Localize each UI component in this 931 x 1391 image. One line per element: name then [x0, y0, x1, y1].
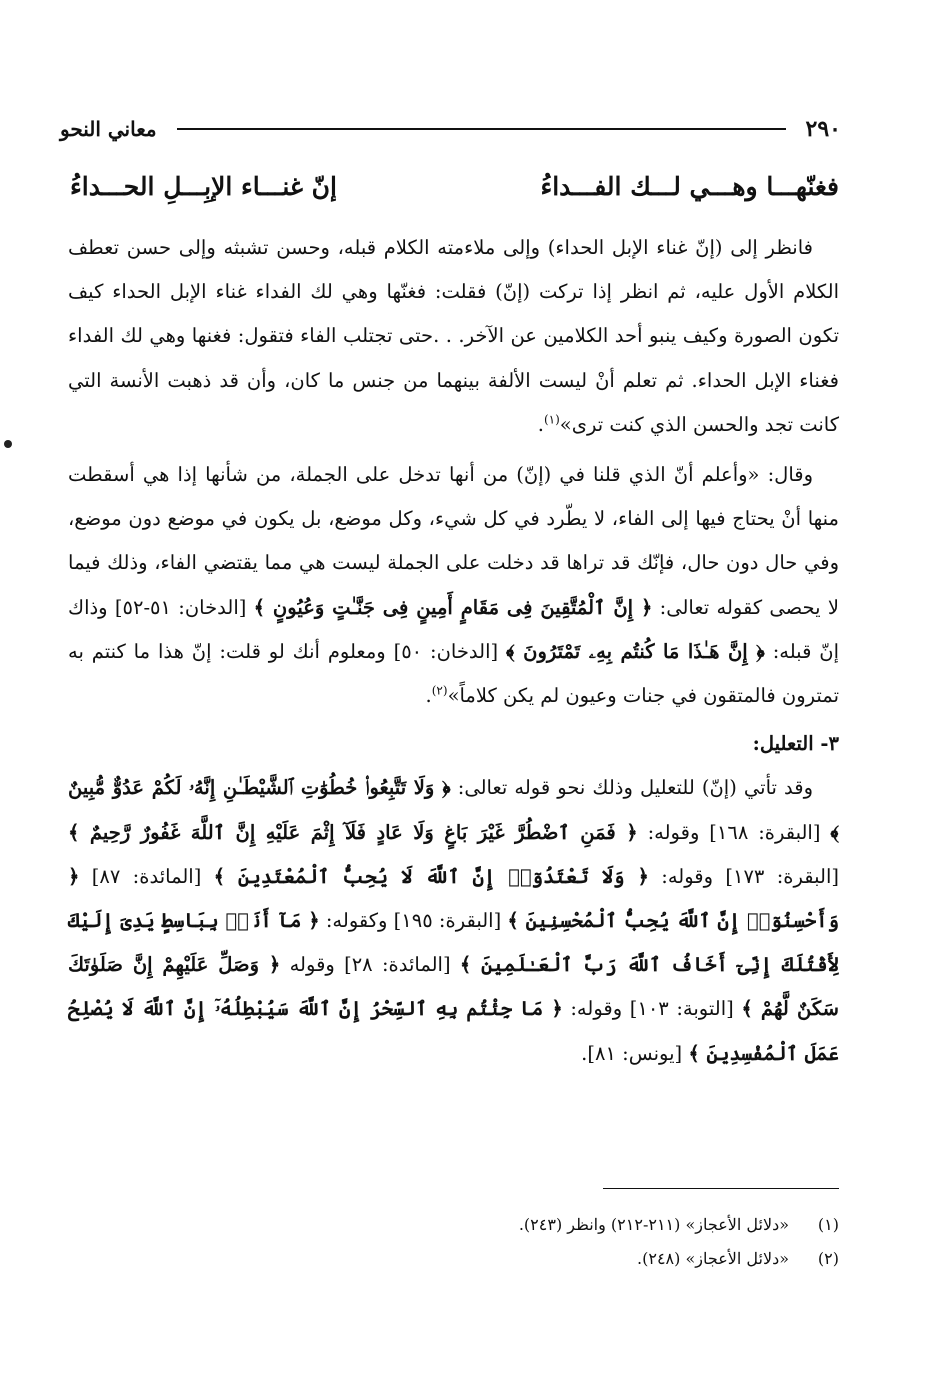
- footnote-mark: (١): [543, 412, 560, 427]
- quran-verse: ﴿ مَآ أَنَا۠ بِبَاسِطٍ يَدِىَ إِلَيْكَ لِأَقْتُلَكَ إِنِّىٓ أَخَافُ ٱللَّهَ رَبَّ ٱلْعَـٰلَمِينَ ﴾: [68, 909, 840, 977]
- paragraph: فانظر إلى (إنّ غناء الإبل الحداء) وإلى ملاءمته الكلام قبله، وحسن تشبثه وإلى حسن تعطف الكلام الأول عليه، ثم انظر إذا تركت (إنّ) فقلت: فغنّها وهي لك الفداء غناء الإبل الحداء كيف تكون الصورة وكيف ينبو أحد الكلامين عن الآخر. . .حتى تجتلب الفاء فتقول: فغنها وهي لك الفداء فغناء الإبل الحداء. ثم تعلم أنْ ليست الألفة بينهما من جنس ما كان، وأن قد ذهبت الأنسة التي كانت تجد والحسن الذي كنت ترى»$^{(١)}$.: [68, 236, 839, 436]
- quran-verse: ﴿ إِنَّ ٱلْمُتَّقِينَ فِى مَقَامٍ أَمِينٍ فِى جَنَّـٰتٍ وَعُيُونٍ ﴾: [253, 595, 653, 619]
- book-title: معاني النحو: [60, 117, 157, 141]
- quran-verse: ﴿ وَصَلِّ عَلَيْهِمْ إِنَّ صَلَوٰتَكَ سَكَنٌ لَّهُمْ ﴾: [68, 953, 839, 1021]
- footnote-number: (١): [817, 1215, 839, 1234]
- footnote-rule: [603, 1188, 839, 1189]
- poetry-verse: [70, 166, 839, 206]
- scan-dot: [4, 440, 12, 448]
- footnotes: [300, 1208, 839, 1276]
- quran-verse: ﴿ إِنَّ هَـٰذَا مَا كُنتُم بِهِۦ تَمْتَرُونَ ﴾: [506, 639, 765, 663]
- footnote-number: (٢): [817, 1249, 839, 1268]
- quran-verse: ﴿ وَلَا تَتَّبِعُوا۟ خُطُوَٰتِ ٱلشَّيْطَـٰنِ إِنَّهُۥ لَكُمْ عَدُوٌّ مُّبِينٌ ﴾: [68, 776, 840, 844]
- header-rule: [177, 128, 786, 130]
- verse-first-hemistich: فغنّهـــا وهـــي لـــك الفـــداءُ: [540, 171, 839, 201]
- paragraph: وقال: «وأعلم أنّ الذي قلنا في (إنّ) من أنها تدخل على الجملة، من شأنها إذا هي أسقطت منها أنْ يحتاج فيها إلى الفاء، لا يطّرد في كل شيء، وكل موضع، بل يكون في موضع دون موضع، وفي حال دون حال، فإنّك قد تراها قد دخلت على الجملة ليست هي مما يقتضي الفاء، وذلك فيما لا يحصى كقوله تعالى: ﴿ إِنَّ ٱلْمُتَّقِينَ فِى مَقَامٍ أَمِينٍ فِى جَنَّـٰتٍ وَعُيُونٍ ﴾ [الدخان: ٥١-٥٢] وذاك إنّ قبله: ﴿ إِنَّ هَـٰذَا مَا كُنتُم بِهِۦ تَمْتَرُونَ ﴾ [الدخان: ٥٠] ومعلوم أنك لو قلت: إنّ هذا ما كنتم به تمترون فالمتقون في جنات وعيون لم يكن كلاماً»$^{(٢)}$.: [68, 463, 840, 708]
- footnote-text: «دلائل الأعجاز» (٢٤٨).: [637, 1249, 789, 1268]
- quran-verse: ﴿ فَمَنِ ٱضْطُرَّ غَيْرَ بَاغٍ وَلَا عَادٍ فَلَآ إِثْمَ عَلَيْهِ إِنَّ ٱللَّهَ غَفُورٌ رَّحِيمٌ ﴾: [68, 820, 638, 844]
- footnote-text: «دلائل الأعجاز» (٢١١-٢١٢) وانظر (٢٤٣).: [518, 1215, 789, 1234]
- page-number: ٢٩٠: [805, 116, 841, 142]
- page-header: [60, 112, 841, 146]
- verse-second-hemistich: إنّ غنـــاء الإبِـــلِ الحـــداءُ: [70, 171, 337, 201]
- footnote: [300, 1208, 839, 1242]
- quran-verse: ﴿ وَلَا تَعْتَدُوٓا۟ إِنَّ ٱللَّهَ لَا يُحِبُّ ٱلْمُعْتَدِينَ ﴾: [213, 864, 649, 888]
- quran-verse: ﴿ مَا جِئْتُم بِهِ ٱلسِّحْرُ إِنَّ ٱللَّهَ سَيُبْطِلُهُۥٓ إِنَّ ٱللَّهَ لَا يُصْلِحُ عَمَلَ ٱلْمُفْسِدِينَ ﴾: [68, 997, 839, 1065]
- quran-verse: ﴿ وَأَحْسِنُوٓا۟ إِنَّ ٱللَّهَ يُحِبُّ ٱلْمُحْسِنِينَ ﴾: [68, 864, 839, 933]
- section-heading: ٣- التعليل:: [752, 732, 839, 756]
- footnote-mark: (٢): [431, 683, 448, 698]
- footnote: [300, 1242, 839, 1276]
- paragraph: وقد تأتي (إنّ) للتعليل وذلك نحو قوله تعالى: ﴿ وَلَا تَتَّبِعُوا۟ خُطُوَٰتِ ٱلشَّيْطَـٰنِ إِنَّهُۥ لَكُمْ عَدُوٌّ مُّبِينٌ ﴾ [البقرة: ١٦٨] وقوله: ﴿ فَمَنِ ٱضْطُرَّ غَيْرَ بَاغٍ وَلَا عَادٍ فَلَآ إِثْمَ عَلَيْهِ إِنَّ ٱللَّهَ غَفُورٌ رَّحِيمٌ ﴾ [البقرة: ١٧٣] وقوله: ﴿ وَلَا تَعْتَدُوٓا۟ إِنَّ ٱللَّهَ لَا يُحِبُّ ٱلْمُعْتَدِينَ ﴾ [المائدة: ٨٧] ﴿ وَأَحْسِنُوٓا۟ إِنَّ ٱللَّهَ يُحِبُّ ٱلْمُحْسِنِينَ ﴾ [البقرة: ١٩٥] وكقوله: ﴿ مَآ أَنَا۠ بِبَاسِطٍ يَدِىَ إِلَيْكَ لِأَقْتُلَكَ إِنِّىٓ أَخَافُ ٱللَّهَ رَبَّ ٱلْعَـٰلَمِينَ ﴾ [المائدة: ٢٨] وقوله ﴿ وَصَلِّ عَلَيْهِمْ إِنَّ صَلَوٰتَكَ سَكَنٌ لَّهُمْ ﴾ [التوبة: ١٠٣] وقوله: ﴿ مَا جِئْتُم بِهِ ٱلسِّحْرُ إِنَّ ٱللَّهَ سَيُبْطِلُهُۥٓ إِنَّ ٱللَّهَ لَا يُصْلِحُ عَمَلَ ٱلْمُفْسِدِينَ ﴾ [يونس: ٨١].: [68, 776, 840, 1065]
- body-text: [68, 226, 839, 1076]
